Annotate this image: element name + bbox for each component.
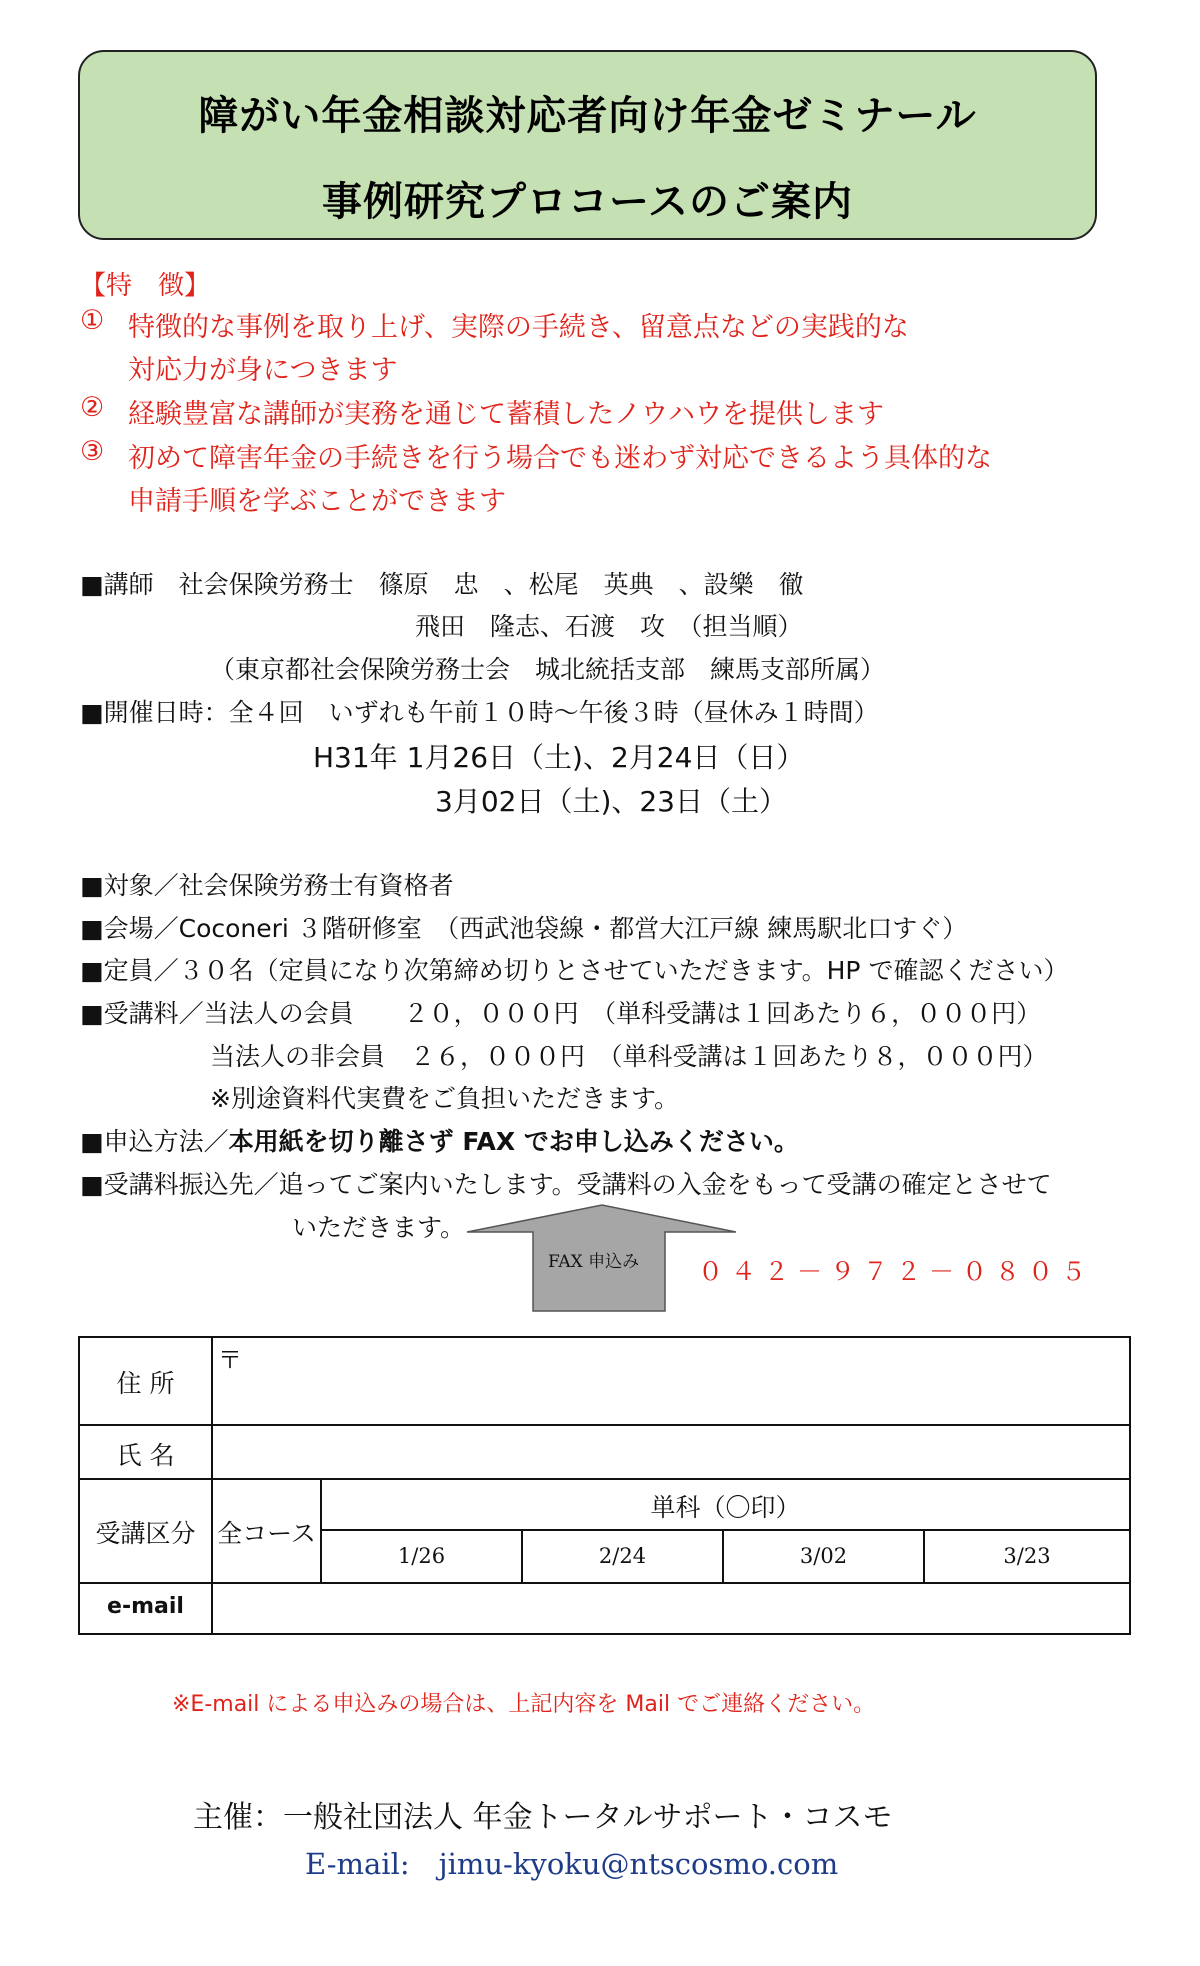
postal-mark: 〒 — [218, 1346, 242, 1374]
date-option-0126[interactable]: 1/26 — [397, 1544, 446, 1568]
feature-2-number: ② — [80, 392, 105, 423]
fax-number: ０４２－９７２－０８０５ — [698, 1257, 1095, 1286]
capacity-line: ■定員／３０名（定員になり次第締め切りとさせていただきます。HP で確認ください） — [80, 956, 1069, 985]
address-field[interactable] — [213, 1338, 1129, 1424]
venue-line: ■会場／Coconeri ３階研修室 （西武池袋線・都営大江戸線 練馬駅北口すぐ） — [80, 914, 968, 943]
target-line: ■対象／社会保険労務士有資格者 — [80, 871, 454, 900]
apply-method-line — [80, 1122, 799, 1158]
title-line-2: 事例研究プロコースのご案内 — [322, 179, 853, 225]
email-note: ※E-mail による申込みの場合は、上記内容を Mail でご連絡ください。 — [172, 1692, 876, 1717]
fee-member-line: ■受講料／当法人の会員 ２０，０００円 （単科受講は１回あたり６，０００円） — [80, 999, 1042, 1028]
address-label: 住 所 — [116, 1369, 175, 1398]
date-option-0323[interactable]: 3/23 — [1003, 1544, 1051, 1568]
title-box — [78, 50, 1097, 240]
feature-3-line1: 初めて障害年金の手続きを行う場合でも迷わず対応できるよう具体的な — [128, 443, 992, 474]
feature-3-line2: 申請手順を学ぶことができます — [128, 486, 506, 517]
payment-line-2: いただきます。 — [292, 1213, 466, 1242]
feature-3-number: ③ — [80, 436, 105, 467]
email-field[interactable] — [213, 1584, 1129, 1633]
schedule-dates-2: 3月02日（土)、23日（土） — [435, 785, 787, 818]
feature-1-number: ① — [80, 305, 105, 336]
apply-method-prefix: ■申込方法／ — [80, 1127, 229, 1156]
contact-email[interactable]: E-mail: jimu-kyoku@ntscosmo.com — [305, 1847, 839, 1881]
fee-note: ※別途資料代実費をご負担いただきます。 — [210, 1084, 679, 1113]
category-label: 受講区分 — [95, 1519, 196, 1548]
title-line-1: 障がい年金相談対応者向け年金ゼミナール — [198, 93, 977, 139]
full-course-option[interactable]: 全コース — [217, 1519, 316, 1548]
feature-1-line2: 対応力が身につきます — [128, 355, 398, 386]
fax-label: FAX 申込み — [548, 1252, 640, 1272]
single-course-label: 単科（〇印） — [650, 1493, 801, 1522]
fee-nonmember-line: 当法人の非会員 ２６，０００円 （単科受講は１回あたり８，０００円） — [210, 1042, 1048, 1071]
apply-method-bold: 本用紙を切り離さず FAX でお申し込みください。 — [228, 1127, 799, 1156]
lecturer-line-1: ■講師 社会保険労務士 篠原 忠 、松尾 英典 、設樂 徹 — [80, 570, 804, 599]
date-option-0224[interactable]: 2/24 — [598, 1544, 647, 1568]
name-label: 氏 名 — [116, 1441, 175, 1470]
name-field[interactable] — [213, 1426, 1129, 1478]
schedule-dates-1: H31年 1月26日（土)、2月24日（日） — [313, 741, 805, 774]
lecturer-affiliation: （東京都社会保険労務士会 城北統括支部 練馬支部所属） — [210, 655, 886, 684]
date-option-0302[interactable]: 3/02 — [799, 1544, 848, 1568]
features-heading: 【特 徴】 — [80, 271, 211, 301]
lecturer-line-2: 飛田 隆志、石渡 攻 （担当順） — [415, 612, 803, 641]
feature-2-line1: 経験豊富な講師が実務を通じて蓄積したノウハウを提供します — [128, 399, 884, 430]
application-form — [78, 1336, 1131, 1635]
schedule-line: ■開催日時：全４回 いずれも午前１０時～午後３時（昼休み１時間） — [80, 698, 879, 727]
email-label: e-mail — [107, 1594, 184, 1619]
payment-line-1: ■受講料振込先／追ってご案内いたします。受講料の入金をもって受講の確定とさせて — [80, 1170, 1052, 1199]
feature-1-line1: 特徴的な事例を取り上げ、実際の手続き、留意点などの実践的な — [128, 312, 909, 343]
organizer: 主催：一般社団法人 年金トータルサポート・コスモ — [193, 1800, 893, 1835]
